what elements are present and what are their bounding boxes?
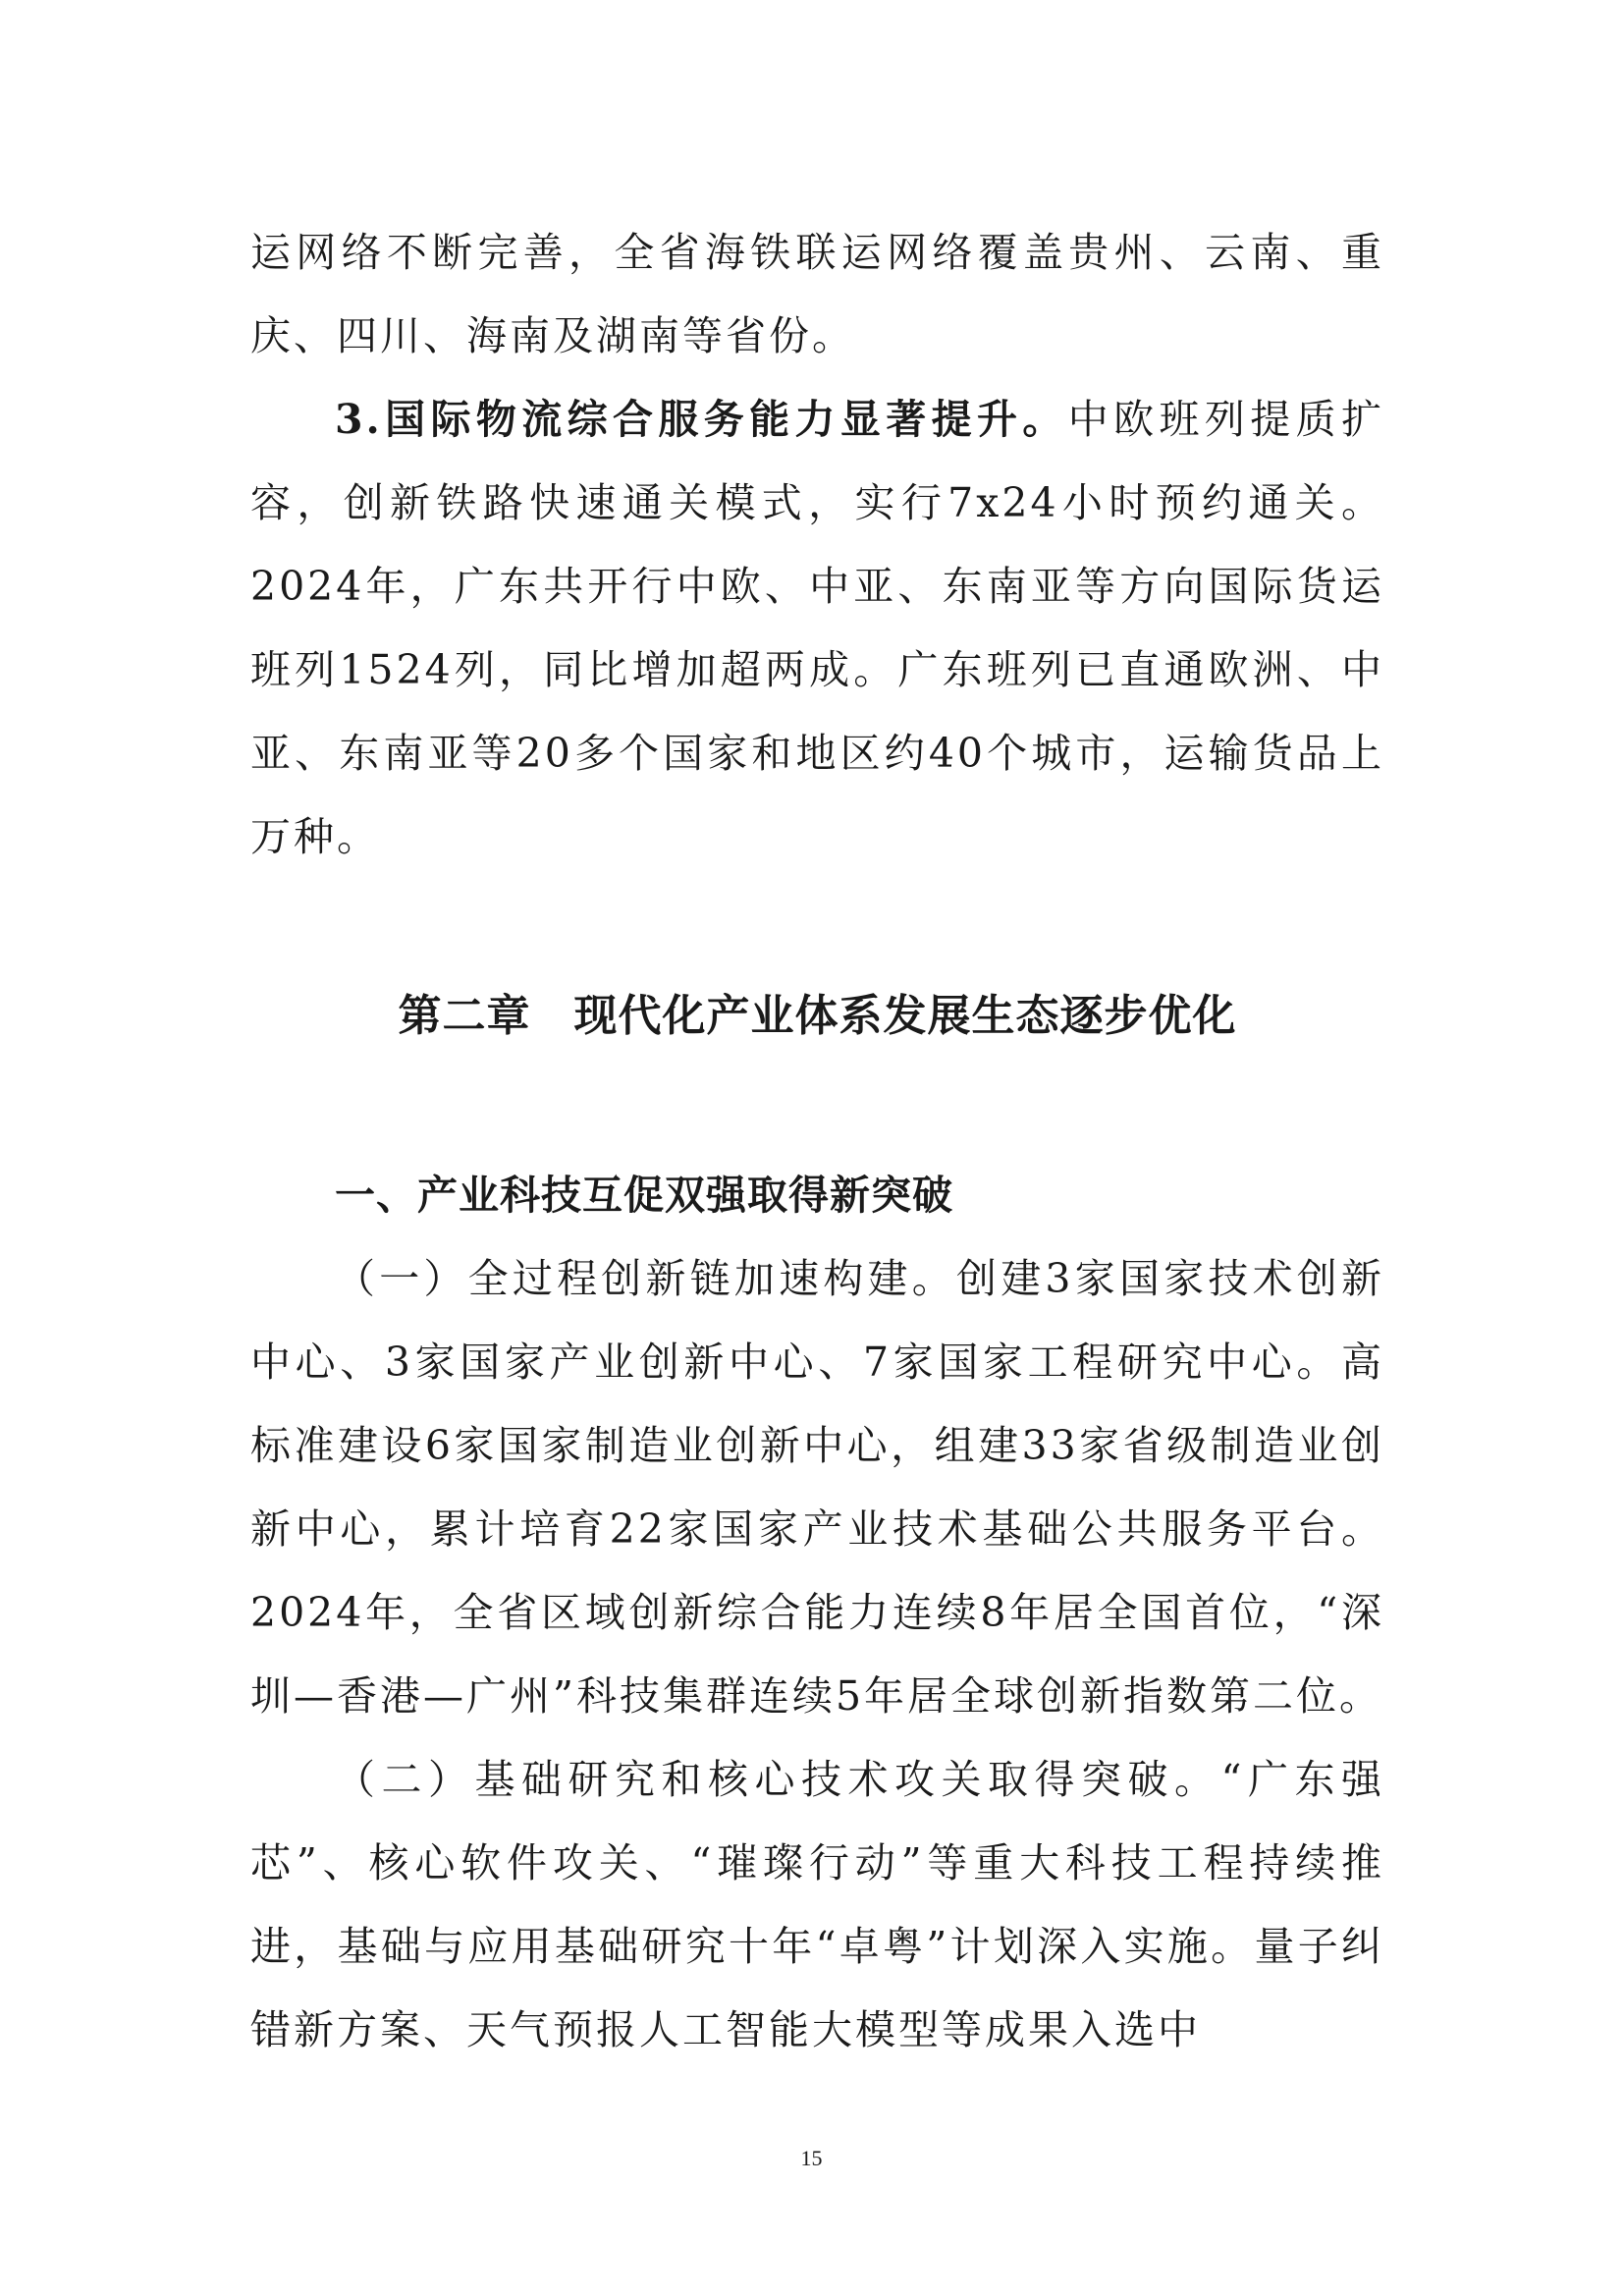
chapter-name: 现代化产业体系发展生态逐步优化: [573, 991, 1237, 1041]
section-title: 一、产业科技互促双强取得新突破: [335, 1172, 953, 1219]
paragraph-basic-research: [250, 1738, 1384, 2072]
paragraph-rail-network: [250, 211, 1384, 378]
paragraph-innovation-chain: [250, 1237, 1384, 1738]
chapter-title: [250, 977, 1384, 1056]
paragraph-international-logistics: [250, 378, 1384, 879]
paragraph-lead-heading: 3.国际物流综合服务能力显著提升。: [335, 396, 1068, 443]
paragraph-lead-heading: （一）全过程创新链加速构建。: [335, 1255, 956, 1302]
paragraph-lead-heading: （二）基础研究和核心技术攻关取得突破。: [335, 1756, 1221, 1803]
paragraph-text: “广东强芯”、核心软件攻关、“璀璨行动”等重大科技工程持续推进，基础与应用基础研究十年“卓粤”计划深入实施。量子纠错新方案、天气预报人工智能大模型等成果入选中: [250, 1756, 1384, 2053]
paragraph-text: 创建3家国家技术创新中心、3家国家产业创新中心、7家国家工程研究中心。高标准建设6家国家制造业创新中心，组建33家省级制造业创新中心，累计培育22家国家产业技术基础公共服务平台。2024年，全省区域创新综合能力连续8年居全国首位，“深圳—香港—广州”科技集群连续5年居全球创新指数第二位。: [250, 1255, 1385, 1720]
paragraph-text: 运网络不断完善，全省海铁联运网络覆盖贵州、云南、重庆、四川、海南及湖南等省份。: [250, 229, 1384, 359]
page-body: [250, 211, 1384, 2072]
page-number: 15: [800, 2146, 823, 2170]
paragraph-text: 中欧班列提质扩容，创新铁路快速通关模式，实行7x24小时预约通关。2024年，广东共开行中欧、中亚、东南亚等方向国际货运班列1524列，同比增加超两成。广东班列已直通欧洲、中亚、东南亚等20多个国家和地区约40个城市，运输货品上万种。: [250, 396, 1384, 860]
chapter-label: 第二章: [398, 991, 531, 1041]
